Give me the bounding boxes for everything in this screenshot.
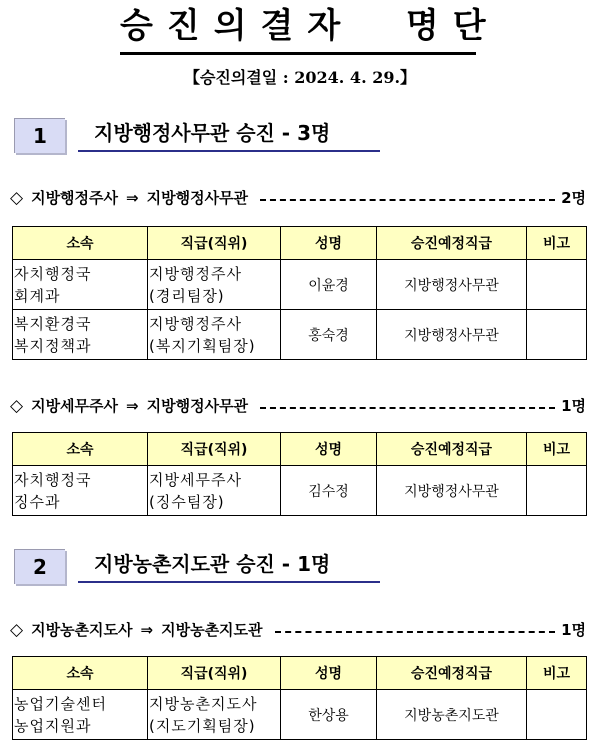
dept-line2: 회계과: [14, 286, 61, 305]
rank-cell: [148, 690, 281, 740]
header-target: 승진예정직급: [377, 657, 527, 690]
dept-line2: 복지정책과: [14, 336, 92, 355]
header-name: 성명: [281, 657, 377, 690]
rank-line1: 지방세무주사: [149, 470, 242, 489]
header-rank: 직급(직위): [148, 227, 281, 260]
rank-line2: (경리팀장): [149, 286, 225, 305]
target-cell: 지방행정사무관: [377, 466, 527, 516]
dept-line1: 자치행정국: [14, 264, 92, 283]
table-header-row: [13, 227, 587, 260]
diamond-outline-icon: ◇: [10, 620, 24, 640]
target-cell: 지방행정사무관: [377, 260, 527, 310]
table-row: [13, 466, 587, 516]
note-cell: [527, 466, 587, 516]
group-count: 2명: [561, 189, 586, 207]
header-rank: 직급(직위): [148, 433, 281, 466]
diamond-outline-icon: ◇: [10, 188, 24, 208]
table-row: [13, 310, 587, 360]
roster-table: [12, 656, 587, 740]
rank-cell: [148, 310, 281, 360]
section-number-box: 1: [14, 118, 65, 153]
section-title-underline: [78, 150, 380, 152]
header-dept: 소속: [13, 227, 148, 260]
from-rank: 지방세무주사: [31, 397, 119, 415]
arrow-icon: ⇒: [140, 621, 154, 639]
note-cell: [527, 310, 587, 360]
section-title: 지방행정사무관 승진 - 3명: [94, 121, 331, 145]
dashed-leader: [275, 631, 556, 633]
table-header-row: [13, 433, 587, 466]
name-cell: 한상용: [281, 690, 377, 740]
diamond-outline-icon: ◇: [10, 396, 24, 416]
rank-cell: [148, 466, 281, 516]
dept-line1: 자치행정국: [14, 470, 92, 489]
rank-line1: 지방행정주사: [149, 314, 242, 333]
to-rank: 지방행정사무관: [146, 189, 249, 207]
header-note: 비고: [527, 657, 587, 690]
decision-date: 【승진의결일 : 2024. 4. 29.】: [183, 68, 417, 87]
arrow-icon: ⇒: [126, 397, 139, 415]
to-rank: 지방농촌지도관: [161, 621, 263, 639]
table-row: [13, 690, 587, 740]
name-cell: 김수정: [281, 466, 377, 516]
dept-line1: 복지환경국: [14, 314, 92, 333]
note-cell: [527, 690, 587, 740]
rank-line2: (지도기획팀장): [149, 716, 256, 735]
promotion-group-heading: [10, 619, 586, 641]
table-row: [13, 260, 587, 310]
group-count: 1명: [561, 397, 586, 415]
dashed-leader: [260, 407, 555, 409]
from-rank: 지방행정주사: [31, 189, 119, 207]
from-rank: 지방농촌지도사: [31, 621, 133, 639]
header-target: 승진예정직급: [377, 433, 527, 466]
rank-line2: (징수팀장): [149, 492, 225, 511]
section-title: 지방농촌지도관 승진 - 1명: [94, 552, 331, 576]
header-dept: 소속: [13, 433, 148, 466]
dept-cell: [13, 310, 148, 360]
header-rank: 직급(직위): [148, 657, 281, 690]
rank-line2: (복지기획팀장): [149, 336, 256, 355]
target-cell: 지방행정사무관: [377, 310, 527, 360]
promotion-group-heading: [10, 187, 586, 209]
name-cell: 이윤경: [281, 260, 377, 310]
promotion-group-heading: [10, 395, 586, 417]
title-underline: [120, 52, 476, 55]
rank-cell: [148, 260, 281, 310]
section-number-box: 2: [14, 549, 65, 584]
header-name: 성명: [281, 227, 377, 260]
header-dept: 소속: [13, 657, 148, 690]
header-note: 비고: [527, 227, 587, 260]
dept-cell: [13, 466, 148, 516]
header-note: 비고: [527, 433, 587, 466]
header-name: 성명: [281, 433, 377, 466]
table-header-row: [13, 657, 587, 690]
roster-table: [12, 432, 587, 516]
dept-line2: 징수과: [14, 492, 61, 511]
note-cell: [527, 260, 587, 310]
dashed-leader: [260, 199, 555, 201]
group-count: 1명: [561, 621, 586, 639]
rank-line1: 지방농촌지도사: [149, 694, 258, 713]
rank-line1: 지방행정주사: [149, 264, 242, 283]
target-cell: 지방농촌지도관: [377, 690, 527, 740]
dept-line2: 농업지원과: [14, 716, 92, 735]
header-target: 승진예정직급: [377, 227, 527, 260]
to-rank: 지방행정사무관: [146, 397, 249, 415]
arrow-icon: ⇒: [126, 189, 139, 207]
dept-cell: [13, 690, 148, 740]
section-title-underline: [78, 581, 380, 583]
dept-line1: 농업기술센터: [14, 694, 107, 713]
name-cell: 홍숙경: [281, 310, 377, 360]
roster-table: [12, 226, 587, 360]
page-title: 승진의결자 명단: [120, 6, 500, 46]
dept-cell: [13, 260, 148, 310]
